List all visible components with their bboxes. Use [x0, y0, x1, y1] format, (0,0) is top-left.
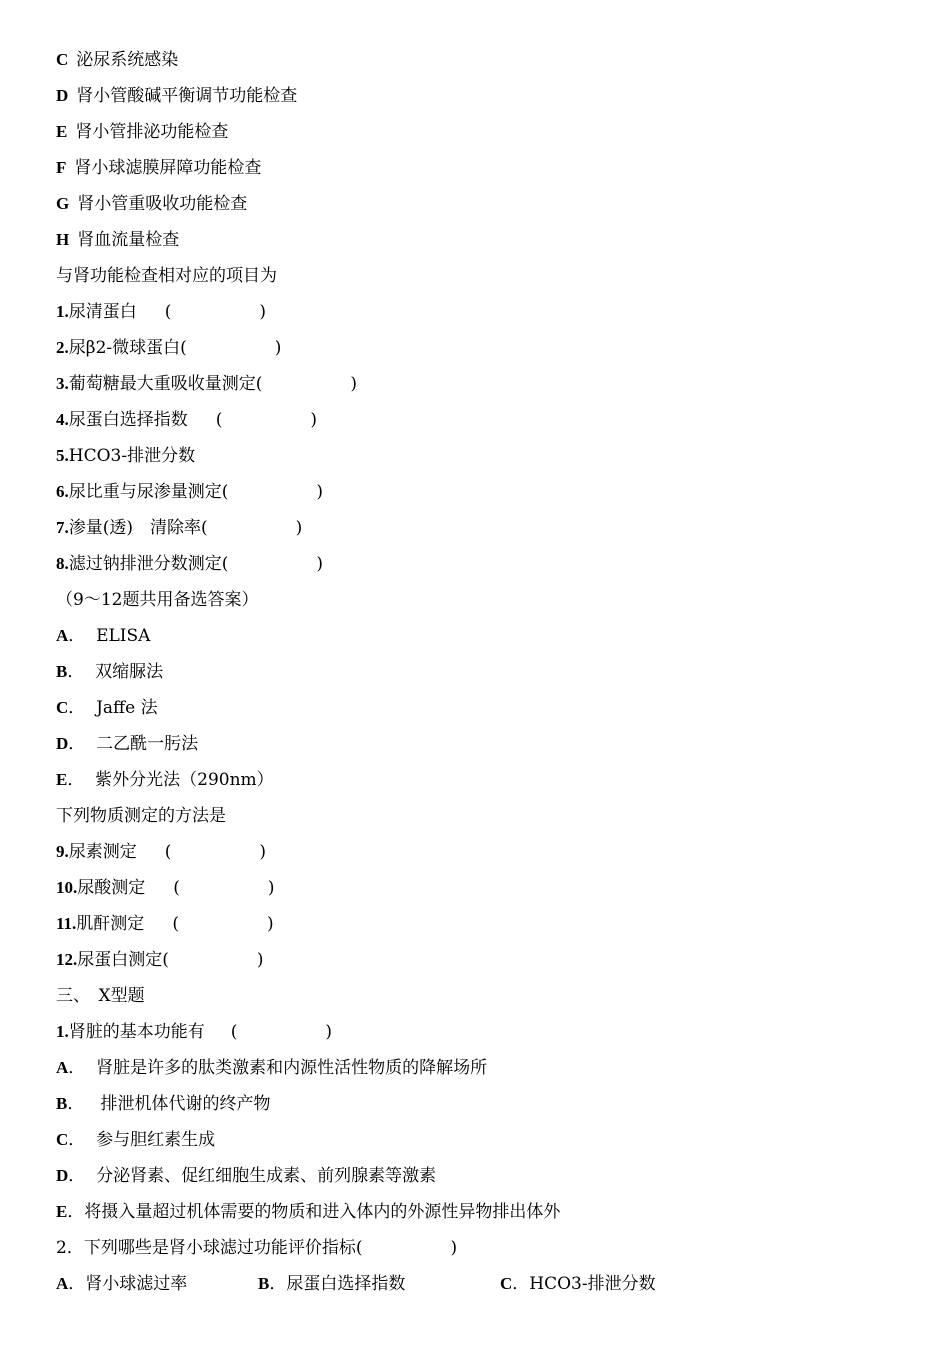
- answer-blank-close: ): [325, 1022, 333, 1042]
- answer-blank-open: (: [164, 302, 172, 322]
- answer-blank-open: (: [215, 410, 223, 430]
- option-text: ．HCO3-排泄分数: [512, 1274, 656, 1294]
- option-cell: [500, 1269, 656, 1299]
- question-number: 4.: [56, 410, 69, 429]
- question-number: 10.: [56, 878, 78, 897]
- option-line: [56, 45, 916, 81]
- option-label: D: [56, 734, 69, 753]
- option-label: C: [500, 1274, 513, 1293]
- option-label: H: [56, 230, 70, 249]
- answer-blank-close: ): [295, 518, 303, 538]
- question-text: HCO3-排泄分数: [68, 446, 196, 466]
- option-text: 泌尿系统感染: [76, 50, 179, 70]
- question-number: 3.: [56, 374, 69, 393]
- option-text: ． 排泄机体代谢的终产物: [67, 1094, 271, 1114]
- option-row: [56, 1269, 916, 1305]
- option-text: 肾小管排泌功能检查: [75, 122, 229, 142]
- document-page: [56, 45, 916, 1305]
- answer-blank-open: (: [173, 878, 180, 898]
- option-line: [56, 153, 916, 189]
- question-number: 6.: [56, 482, 69, 501]
- group-note: （9～12题共用备选答案）: [56, 590, 259, 610]
- question-number: 7.: [56, 518, 69, 537]
- answer-blank-close: ): [316, 554, 324, 574]
- option-text: ．肾小球滤过率: [68, 1274, 188, 1294]
- question-text: 尿素测定: [68, 842, 137, 862]
- option-line: [56, 1053, 916, 1089]
- option-label: D: [56, 1166, 69, 1185]
- option-label: G: [56, 194, 70, 213]
- question-line: [56, 297, 916, 333]
- question-line: [56, 441, 916, 477]
- option-cell: [258, 1269, 500, 1299]
- option-label: A: [56, 1058, 69, 1077]
- answer-blank-close: ): [450, 1238, 458, 1258]
- question-text: ．下列哪些是肾小球滤过功能评价指标(: [66, 1238, 363, 1258]
- option-text: ． 双缩脲法: [67, 662, 164, 682]
- question-line: [56, 549, 916, 585]
- question-number: 5.: [56, 446, 69, 465]
- option-text: ． 紫外分光法（290nm）: [67, 770, 274, 790]
- question-prompt: 与肾功能检查相对应的项目为: [56, 266, 277, 286]
- question-line: [56, 369, 916, 405]
- answer-blank-open: (: [164, 842, 172, 862]
- option-text: ． 分泌肾素、促红细胞生成素、前列腺素等激素: [68, 1166, 437, 1186]
- question-line: [56, 837, 916, 873]
- answer-blank-close: ): [266, 914, 274, 934]
- option-label: A: [56, 1274, 69, 1293]
- option-text: ． 肾脏是许多的肽类激素和内源性活性物质的降解场所: [68, 1058, 488, 1078]
- question-text: 尿β2-微球蛋白(: [68, 338, 187, 358]
- answer-blank-close: ): [316, 482, 324, 502]
- option-text: ． Jaffe 法: [68, 698, 158, 718]
- option-line: [56, 729, 916, 765]
- question-number: 2.: [56, 338, 69, 357]
- option-label: C: [56, 50, 69, 69]
- question-line: [56, 1233, 916, 1269]
- option-text: ． ELISA: [68, 626, 151, 646]
- question-text: 尿蛋白选择指数: [68, 410, 188, 430]
- question-number: 11.: [56, 914, 77, 933]
- option-label: D: [56, 86, 69, 105]
- question-text: 尿比重与尿渗量测定(: [68, 482, 229, 502]
- question-line: [56, 513, 916, 549]
- option-line: [56, 1125, 916, 1161]
- question-number: 9.: [56, 842, 69, 861]
- question-prompt: 下列物质测定的方法是: [56, 806, 226, 826]
- option-label: B: [56, 662, 68, 681]
- option-label: A: [56, 626, 69, 645]
- answer-blank-close: ): [310, 410, 318, 430]
- option-text: ．将摄入量超过机体需要的物质和进入体内的外源性异物排出体外: [67, 1202, 561, 1222]
- option-text: ． 参与胆红素生成: [68, 1130, 216, 1150]
- option-line: [56, 621, 916, 657]
- option-text: ． 二乙酰一肟法: [68, 734, 199, 754]
- answer-blank-close: ): [259, 842, 267, 862]
- question-number: 8.: [56, 554, 69, 573]
- answer-blank-open: (: [230, 1022, 238, 1042]
- option-line: [56, 117, 916, 153]
- option-line: [56, 225, 916, 261]
- option-line: [56, 1161, 916, 1197]
- question-number: 12.: [56, 950, 78, 969]
- option-line: [56, 189, 916, 225]
- option-label: C: [56, 1130, 69, 1149]
- option-label: C: [56, 698, 69, 717]
- option-line: [56, 765, 916, 801]
- option-cell: [56, 1269, 258, 1299]
- answer-blank-open: (: [172, 914, 179, 934]
- question-text: 渗量(透) 清除率(: [68, 518, 208, 538]
- answer-blank-close: ): [259, 302, 267, 322]
- option-text: 肾小管酸碱平衡调节功能检查: [76, 86, 298, 106]
- option-line: [56, 1197, 916, 1233]
- question-text: 肾脏的基本功能有: [68, 1022, 205, 1042]
- question-text: 尿清蛋白: [68, 302, 137, 322]
- option-text: ．尿蛋白选择指数: [269, 1274, 406, 1294]
- option-label: E: [56, 770, 68, 789]
- question-text: 尿酸测定: [77, 878, 146, 898]
- question-line: [56, 405, 916, 441]
- option-text: 肾小管重吸收功能检查: [77, 194, 248, 214]
- question-text: 尿蛋白测定(: [77, 950, 169, 970]
- section-heading: 三、 X型题: [56, 986, 145, 1006]
- question-number: 1.: [56, 302, 69, 321]
- option-line: [56, 657, 916, 693]
- question-line: [56, 909, 916, 945]
- question-text: 肌酐测定: [76, 914, 145, 934]
- option-text: 肾小球滤膜屏障功能检查: [74, 158, 262, 178]
- option-text: 肾血流量检查: [77, 230, 180, 250]
- answer-blank-close: ): [267, 878, 275, 898]
- question-line: [56, 945, 916, 981]
- question-line: [56, 1017, 916, 1053]
- question-text: 葡萄糖最大重吸收量测定(: [68, 374, 263, 394]
- question-line: [56, 333, 916, 369]
- question-line: [56, 477, 916, 513]
- answer-blank-close: ): [274, 338, 282, 358]
- question-number: 1.: [56, 1022, 69, 1041]
- answer-blank-close: ): [256, 950, 264, 970]
- option-line: [56, 81, 916, 117]
- option-label: B: [56, 1094, 68, 1113]
- option-label: E: [56, 122, 68, 141]
- option-line: [56, 1089, 916, 1125]
- option-label: E: [56, 1202, 68, 1221]
- option-label: F: [56, 158, 67, 177]
- answer-blank-close: ): [350, 374, 358, 394]
- option-label: B: [258, 1274, 270, 1293]
- question-text: 滤过钠排泄分数测定(: [68, 554, 229, 574]
- option-line: [56, 693, 916, 729]
- question-number: 2: [56, 1238, 67, 1258]
- question-line: [56, 873, 916, 909]
